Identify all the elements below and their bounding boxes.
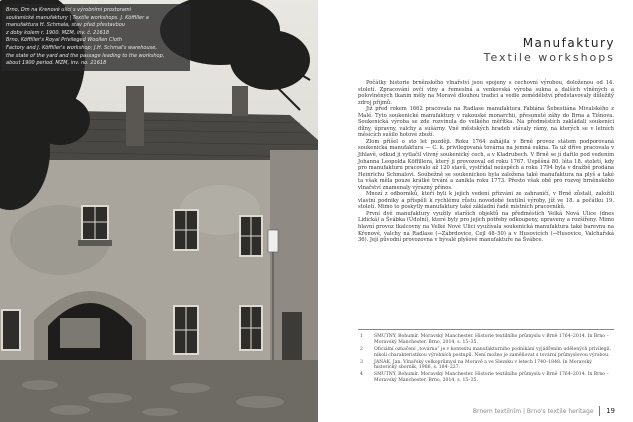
- footnote: [358, 360, 614, 372]
- footnotes: [358, 329, 614, 385]
- footnote-text: SMUTNÝ, Bohumír. Moravský Manchester. Historie textilního průmyslu v Brně 1764–2014. In Brno – Moravský Manchester. Brno, 2014, s. 15–35.: [374, 372, 609, 384]
- footnote-number: 2: [360, 346, 363, 352]
- footnote-text: Oficiální označení „továrna“ je v kontextu manufakturního podnikání vyjádřením udělených privilegií, nikoli charakteristikou výrobních postupů. Není možno je zaměňovat s tovární průmyslovou výrobou.: [374, 346, 611, 358]
- footnote: [358, 347, 614, 359]
- footnote: [358, 372, 614, 384]
- body-text: [358, 80, 614, 244]
- caption-line: Factory and J. Köffiller's workshop; J.H. Schmal's warehouse,: [6, 44, 157, 51]
- running-title: Brnem textilním | Brno's textile heritage: [472, 407, 594, 415]
- paragraph: Zlom přišel o sto let později. Roku 1764 zahájila v Brně provoz státem podporovaná soukenická manufaktura — C. k. privilegovaná továrna na jemná sukna. Ta už dříve pracovala v Jihlavě, odkud ji vytlačil vlivný soukenický cech, a v Kladrubech. V Brně se jí dařilo pod vedením Johanna Leopolda Köffillera, který ji provozoval od roku 1767. Úspěšná 80. léta 18. století, kdy pro manufakturu pracovalo až 120 stavů, vystřídal neúspěch a roku 1794 byla v dražbě prodána Heinrichu Schmalovi. Soubežně se soukenickou byla založena také manufaktura na plyš a také ta však měla pouze krátké trvání a zanikla roku 1773. Přesto však obě pro rozvoj brněnského vlnařství znamenaly výrazný přínos.: [358, 138, 614, 191]
- chapter-title-czech: Manufaktury: [522, 36, 615, 50]
- page-footer: [473, 406, 615, 416]
- caption-line: soukenické manufaktury | Textile workshops. J. Köffiller a: [6, 14, 149, 21]
- page-number: 19: [606, 407, 615, 415]
- footnote-number: 4: [360, 372, 363, 378]
- chapter-heading: [484, 36, 615, 64]
- caption-line: Brno, Dm na Krenové ulici s výrobními prostorami: [6, 7, 132, 13]
- chapter-title-english: Textile workshops: [483, 51, 615, 64]
- caption-line: the state of the yard and the passage leading to the workshop,: [6, 52, 165, 59]
- caption-line: about 1900 period. MZM, inv. no. 21618: [6, 60, 107, 67]
- paragraph: První dvě manufaktury využily starších objektů na předměstích Velká Nová Ulice (dnes Lidická) a Švábka (Údolní), které byly pro jejich potřeby odkoupeny, upraveny a rozšířeny. Mimo hlavní provoz tkalcovny na Velké Nové Ulici využívala soukenická manufaktura také barevnu na Křenové, valchy na Radlase (→Zábrdovice, Cejl 48–50) a v Husovicích (→Husovice, Valchařská 36). Její původní provozovna v bývalé plyšové manufaktuře na Švábce.: [358, 210, 614, 244]
- footnote-text: JANÁK, Jan. Vlnařský velkoprůmysl na Moravě a ve Slezsku v letech 1740–1848. In Moravský historický sborník, 1986, s. 184–227.: [374, 359, 592, 371]
- footnote-text: SMUTNÝ, Bohumír. Moravský Manchester. Historie textilního průmyslu v Brně 1764–2014. In Brno – Moravský Manchester. Brno, 2014, s. 15–35.: [374, 334, 609, 345]
- paragraph: Počátky historie brněnského vlnařství jsou spojeny s cechovní výrobou, doloženou od 14. století. Zpracování ovčí vlny a řemeslná a venkovská výroba sukna a dalších vlněných a polovlněných tkanin měly na Moravě dlouhou tradici a vedle zemědělství představovaly důležitý zdroj příjmů.: [358, 80, 614, 106]
- paragraph: Již před rokem 1662 pracovala na Radlase manufaktura Fabiána Šebestiána Mivalského z Malé. Tyto soukenické manufaktury v rakouské monarchii, přesunuté záhy do Brna a Tišnova. Soukenická výroba se zde rozvinula do velkého měřítka. Na předměstích zakládali soukeníci dílny, úpravny, valchy a sušárny. Vně městských hradeb stávaly rámy, na kterých se v letních měsících sušilo hotové zboží.: [358, 106, 614, 139]
- footnote-number: 1: [360, 334, 363, 339]
- footer-divider: [599, 406, 600, 416]
- caption-line: manufaktura H. Schmala, stav před přestavbou: [6, 22, 125, 29]
- paragraph: Mnozí z odborníků, kteří byli k jejich vedení přizváni ze zahraničí, v Brně zůstali, založili vlastní podniky a přispěli k rychlému růstu novodobé textilní výroby, jíž ve 18. a počátku 19. století. Mimo to poskytly manufaktury také základní řadě místních pracovníků.: [358, 191, 614, 211]
- text-page: [318, 0, 633, 422]
- photo-caption: [2, 4, 190, 71]
- caption-line: Brno, Köffiller's Royal Privileged Woollen Cloth: [6, 37, 123, 44]
- footnote: [358, 334, 614, 346]
- caption-line: z doby kolem r. 1900. MZM, inv. č. 21618: [6, 29, 110, 36]
- footnote-number: 3: [360, 359, 363, 365]
